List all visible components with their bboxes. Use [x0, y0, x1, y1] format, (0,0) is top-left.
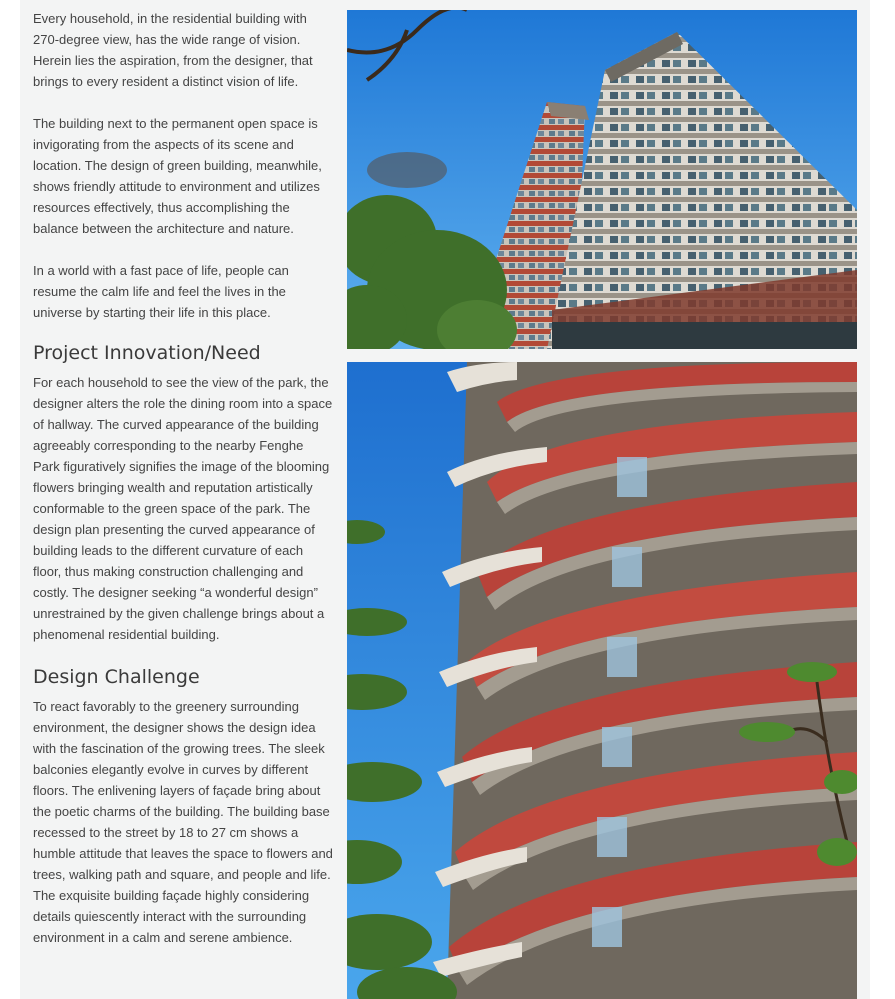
tower-photo-wide — [347, 10, 857, 349]
heading-project-innovation: Project Innovation/Need — [33, 342, 261, 364]
balcony-facade-photo — [347, 362, 857, 999]
article-text — [33, 8, 333, 969]
design-challenge-body: To react favorably to the greenery surrounding environment, the designer shows the design idea with the fascination of the growing trees. The sleek balconies elegantly evolve in curves by different floors. The enlivening layers of façade bring about the poetic charms of the building. The building base recessed to the street by 18 to 27 cm shows a humble attitude that leaves the space to flowers and trees, walking path and square, and people and life. The exquisite building façade highly considering details quiescently interact with the surrounding environment in a calm and serene ambience. — [33, 699, 333, 945]
intro-paragraph-2: The building next to the permanent open space is invigorating from the aspects of its scene and location. The design of green building, meanwhile, shows friendly attitude to environment and utilizes resources effectively, thus accomplishing the balance between the architecture and nature. — [33, 116, 322, 236]
intro-paragraph-1: Every household, in the residential building with 270-degree view, has the wide range of vision. Herein lies the aspiration, from the designer, that brings to every resident a distinct vision of life. — [33, 11, 313, 89]
intro-paragraph-3: In a world with a fast pace of life, people can resume the calm life and feel the lives in the universe by starting their life in this place. — [33, 263, 289, 320]
heading-design-challenge: Design Challenge — [33, 666, 200, 688]
project-innovation-body: For each household to see the view of the park, the designer alters the role the dining room into a space of hallway. The curved appearance of the building agreeably corresponding to the nearby Fenghe Park figuratively signifies the image of the blooming flowers bringing wealth and reputation artistically conformable to the green space of the park. The design plan presenting the curved appearance of building leads to the different curvature of each floor, thus making construction challenging and costly. The designer seeking “a wonderful design” unrestrained by the given challenge brings about a phenomenal residential building. — [33, 375, 333, 642]
